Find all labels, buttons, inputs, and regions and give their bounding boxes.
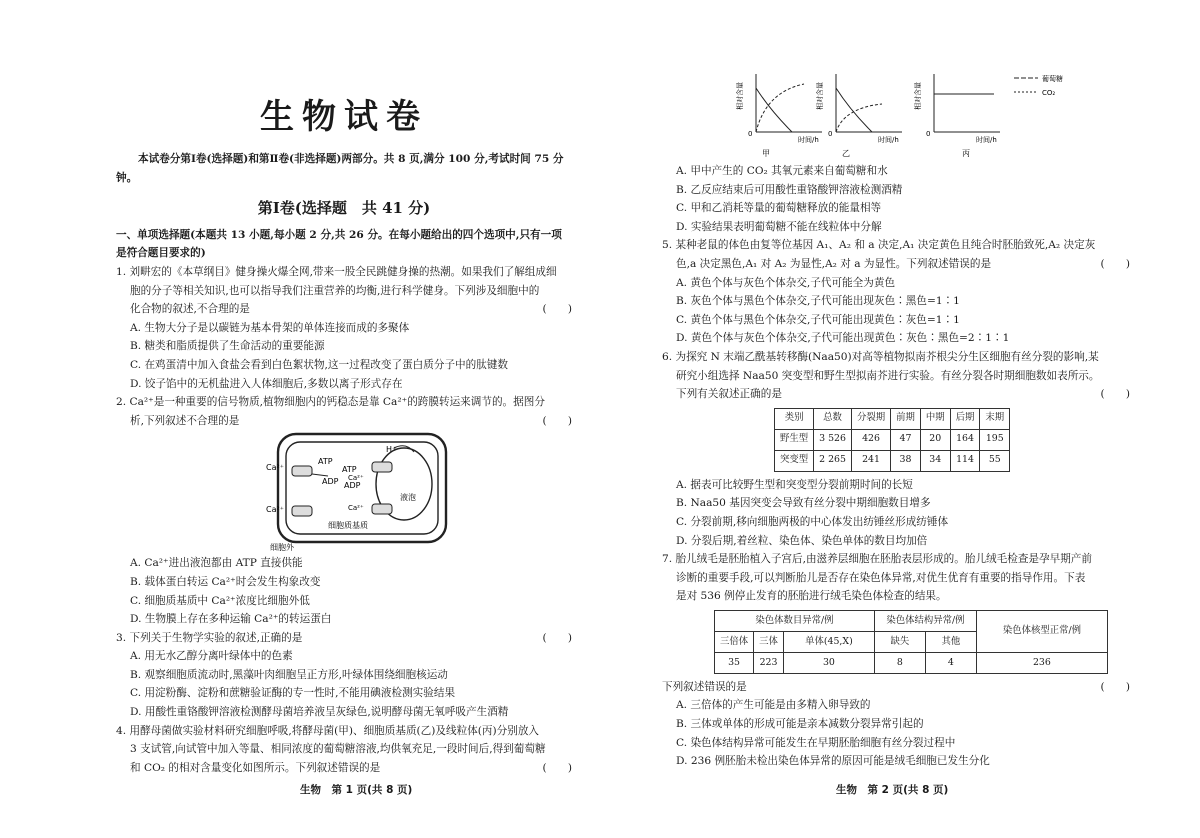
table-header: 类别 bbox=[775, 408, 814, 429]
question-line: 研究小组选择 Naa50 突变型和野生型拟南芥进行实验。有丝分裂各时期细胞数如表所示。 bbox=[676, 369, 1100, 382]
exam-intro: 本试卷分第Ⅰ卷(选择题)和第Ⅱ卷(非选择题)两部分。共 8 页,满分 100 分,考试时间 75 分钟。 bbox=[116, 153, 564, 184]
option: A. 据表可比较野生型和突变型分裂前期时间的长短 bbox=[676, 478, 913, 491]
option: B. 乙反应结束后可用酸性重铬酸钾溶液检测酒精 bbox=[676, 183, 903, 196]
question-6 bbox=[662, 348, 1130, 550]
question-line bbox=[116, 300, 572, 319]
answer-paren: ( ) bbox=[1100, 680, 1130, 693]
option: D. 用酸性重铬酸钾溶液检测酵母菌培养液呈灰绿色,说明酵母菌无氧呼吸产生酒精 bbox=[130, 706, 509, 719]
table-header: 中期 bbox=[920, 408, 950, 429]
table-cell: 35 bbox=[715, 652, 754, 673]
option: C. 分裂前期,移向细胞两极的中心体发出纺锤丝形成纺锤体 bbox=[676, 515, 949, 528]
glucose-line bbox=[836, 88, 872, 132]
option: C. 黄色个体与黑色个体杂交,子代可能出现黄色∶灰色=1∶1 bbox=[676, 313, 960, 326]
calcium-transport-diagram bbox=[116, 430, 572, 554]
exam-title: 生物试卷 bbox=[260, 97, 428, 137]
glucose-line bbox=[756, 88, 792, 132]
question-text: 色,a 决定黑色,A₁ 对 A₂ 为显性,A₂ 对 a 为显性。下列叙述错误的是 bbox=[676, 257, 992, 270]
atp-label-2: ATP bbox=[342, 465, 357, 475]
question-text: 析,下列叙述不合理的是 bbox=[130, 414, 240, 427]
option: A. 生物大分子是以碳链为基本骨架的单体连接而成的多聚体 bbox=[130, 321, 410, 334]
legend-co2: CO₂ bbox=[1042, 89, 1056, 97]
option: C. 甲和乙消耗等量的葡萄糖释放的能量相等 bbox=[676, 202, 882, 215]
table-cell: 55 bbox=[980, 450, 1010, 471]
membrane-channel bbox=[292, 506, 312, 516]
option: B. 载体蛋白转运 Ca²⁺时会发生构象改变 bbox=[130, 575, 321, 588]
option: D. 实验结果表明葡萄糖不能在线粒体中分解 bbox=[676, 220, 882, 233]
page-footer-left: 生物 第 1 页(共 8 页) bbox=[300, 784, 413, 796]
table-cell: 426 bbox=[851, 429, 890, 450]
option: C. 用淀粉酶、淀粉和蔗糖验证酶的专一性时,不能用碘液检测实验结果 bbox=[130, 687, 456, 700]
panel-label: 乙 bbox=[842, 149, 850, 158]
question-line: 2. Ca²⁺是一种重要的信号物质,植物细胞内的钙稳态是靠 Ca²⁺的跨膜转运来调节的。据图分 bbox=[116, 396, 545, 409]
table-header: 末期 bbox=[980, 408, 1010, 429]
table-cell: 3 526 bbox=[814, 429, 852, 450]
option: B. Naa50 基因突变会导致有丝分裂中期细胞数目增多 bbox=[676, 497, 931, 510]
option: D. 236 例胚胎未检出染色体异常的原因可能是绒毛细胞已发生分化 bbox=[676, 755, 990, 768]
option: A. 黄色个体与灰色个体杂交,子代可能全为黄色 bbox=[676, 276, 896, 289]
table-wrap bbox=[662, 404, 1130, 476]
table-cell: 20 bbox=[920, 429, 950, 450]
option: B. 三体或单体的形成可能是亲本减数分裂异常引起的 bbox=[676, 718, 924, 731]
question-2 bbox=[116, 393, 572, 629]
table-row bbox=[775, 429, 1010, 450]
question-line bbox=[662, 678, 1130, 697]
question-text: 化合物的叙述,不合理的是 bbox=[130, 303, 250, 316]
table-cell: 114 bbox=[950, 450, 980, 471]
vacuole-label: 液泡 bbox=[400, 493, 416, 503]
answer-paren: ( ) bbox=[542, 414, 572, 427]
panel-label: 甲 bbox=[762, 149, 770, 158]
table-header-row bbox=[775, 408, 1010, 429]
page-footer-right: 生物 第 2 页(共 8 页) bbox=[836, 784, 949, 796]
question-line: 4. 用酵母菌做实验材料研究细胞呼吸,将酵母菌(甲)、细胞质基质(乙)及线粒体(丙)分别放入 bbox=[116, 724, 540, 737]
table-header: 染色体结构异常/例 bbox=[874, 610, 976, 631]
option: A. 甲中产生的 CO₂ 其氧元素来自葡萄糖和水 bbox=[676, 165, 888, 177]
panel-jia bbox=[735, 74, 822, 158]
option: A. 用无水乙醇分离叶绿体中的色素 bbox=[130, 650, 293, 663]
table-cell: 241 bbox=[851, 450, 890, 471]
q4-graphs bbox=[712, 70, 1112, 162]
ca-label-inner: Ca²⁺ bbox=[348, 474, 364, 483]
question-text: 下列有关叙述正确的是 bbox=[676, 388, 782, 401]
table-cell: 236 bbox=[976, 652, 1107, 673]
atp-label: ATP bbox=[318, 457, 333, 467]
table-header: 后期 bbox=[950, 408, 980, 429]
cell-figure bbox=[116, 430, 572, 554]
question-line: 胞的分子等相关知识,也可以指导我们注重营养的均衡,进行科学健身。下列涉及细胞中的 bbox=[130, 284, 540, 297]
table-header: 缺失 bbox=[874, 631, 925, 652]
adp-label: ADP bbox=[322, 477, 339, 487]
question-text: 和 CO₂ 的相对含量变化如图所示。下列叙述错误的是 bbox=[130, 761, 381, 774]
question-line: 7. 胎儿绒毛是胚胎植入子宫后,由滋养层细胞在胚胎表层形成的。胎儿绒毛检查是孕早期产前 bbox=[662, 553, 1092, 566]
table-header: 三倍体 bbox=[715, 631, 754, 652]
table-cell: 195 bbox=[980, 429, 1010, 450]
question-line bbox=[116, 412, 572, 431]
table-wrap bbox=[662, 606, 1130, 678]
right-page bbox=[662, 162, 1130, 782]
answer-paren: ( ) bbox=[1100, 257, 1130, 270]
table-header: 三体 bbox=[754, 631, 784, 652]
xlabel: 时间/h bbox=[878, 136, 899, 144]
option: D. 生物膜上存在多种运输 Ca²⁺的转运蛋白 bbox=[130, 613, 332, 626]
option: A. Ca²⁺进出液泡都由 ATP 直接供能 bbox=[130, 557, 303, 570]
table-header: 染色体数目异常/例 bbox=[715, 610, 875, 631]
option: B. 灰色个体与黑色个体杂交,子代可能出现灰色∶黑色=1∶1 bbox=[676, 295, 960, 308]
table-row bbox=[715, 652, 1108, 673]
option: A. 三倍体的产生可能是由多精入卵导致的 bbox=[676, 699, 871, 712]
xlabel: 时间/h bbox=[976, 136, 997, 144]
ylabel: 相对含量 bbox=[914, 82, 922, 110]
panel-bing bbox=[913, 74, 1000, 158]
question-line: 1. 刘畊宏的《本草纲目》健身操火爆全网,带来一股全民跳健身操的热潮。如果我们了解组成细 bbox=[116, 265, 557, 278]
option: D. 分裂后期,着丝粒、染色体、染色单体的数目均加倍 bbox=[676, 534, 928, 547]
origin-label: 0 bbox=[748, 130, 753, 138]
ca-label-lower: Ca²⁺ bbox=[266, 505, 284, 515]
origin-label: 0 bbox=[926, 130, 931, 138]
q4-figure bbox=[712, 70, 1112, 166]
table-cell: 30 bbox=[783, 652, 874, 673]
question-line: 3 支试管,向试管中加入等量、相同浓度的葡萄糖溶液,均供氧充足,一段时间后,得到葡萄糖 bbox=[130, 743, 546, 756]
answer-paren: ( ) bbox=[542, 303, 572, 316]
left-page bbox=[116, 0, 572, 838]
question-line: 6. 为探究 N 末端乙酰基转移酶(Naa50)对高等植物拟南芥根尖分生区细胞有丝分裂的影响,某 bbox=[662, 350, 1099, 363]
question-line bbox=[662, 255, 1130, 274]
table-cell: 47 bbox=[891, 429, 921, 450]
question-line: 5. 某种老鼠的体色由复等位基因 A₁、A₂ 和 a 决定,A₁ 决定黄色且纯合时胚胎致死,A₂ 决定灰 bbox=[662, 239, 1096, 252]
panel-label: 丙 bbox=[962, 149, 970, 158]
question-text: 下列叙述错误的是 bbox=[662, 680, 747, 693]
ylabel: 相对含量 bbox=[816, 82, 824, 110]
ylabel: 相对含量 bbox=[736, 82, 744, 110]
section-heading: 一、单项选择题(本题共 13 小题,每小题 2 分,共 26 分。在每小题给出的四个选项中,只有一项是符合题目要求的) bbox=[116, 228, 562, 260]
chromosome-table bbox=[714, 610, 1108, 674]
option: C. 染色体结构异常可能发生在早期胚胎细胞有丝分裂过程中 bbox=[676, 736, 956, 749]
question-3 bbox=[116, 629, 572, 722]
question-5 bbox=[662, 236, 1130, 348]
vacuole-pump bbox=[372, 462, 392, 472]
matrix-label: 细胞质基质 bbox=[328, 521, 368, 531]
table-cell: 164 bbox=[950, 429, 980, 450]
table-cell: 38 bbox=[891, 450, 921, 471]
part-heading: 第Ⅰ卷(选择题 共 41 分) bbox=[257, 199, 431, 218]
question-line bbox=[662, 385, 1130, 404]
table-header: 前期 bbox=[891, 408, 921, 429]
option: B. 观察细胞质流动时,黑藻叶肉细胞呈正方形,叶绿体围绕细胞核运动 bbox=[130, 668, 448, 681]
table-header: 其他 bbox=[925, 631, 976, 652]
table-header: 染色体核型正常/例 bbox=[976, 610, 1107, 652]
table-header: 总数 bbox=[814, 408, 852, 429]
question-4 bbox=[116, 722, 572, 778]
adp-label-2: ADP bbox=[344, 481, 361, 491]
answer-paren: ( ) bbox=[542, 631, 572, 644]
table-header: 单体(45,X) bbox=[783, 631, 874, 652]
table-header: 分裂期 bbox=[851, 408, 890, 429]
question-line bbox=[116, 759, 572, 778]
table-cell: 2 265 bbox=[814, 450, 852, 471]
xlabel: 时间/h bbox=[798, 136, 819, 144]
option: C. 细胞质基质中 Ca²⁺浓度比细胞外低 bbox=[130, 594, 310, 607]
table-cell: 野生型 bbox=[775, 429, 814, 450]
table-cell: 4 bbox=[925, 652, 976, 673]
table-cell: 223 bbox=[754, 652, 784, 673]
question-1 bbox=[116, 263, 572, 393]
h-label: H⁺ bbox=[386, 445, 397, 455]
arrow bbox=[312, 474, 328, 476]
option: D. 饺子馅中的无机盐进入人体细胞后,多数以离子形式存在 bbox=[130, 377, 403, 390]
option: D. 黄色个体与灰色个体杂交,子代可能出现黄色∶灰色∶黑色=2∶1∶1 bbox=[676, 332, 1010, 345]
option: C. 在鸡蛋清中加入食盐会看到白色絮状物,这一过程改变了蛋白质分子中的肽键数 bbox=[130, 358, 509, 371]
outside-label: 细胞外 bbox=[270, 543, 294, 553]
answer-paren: ( ) bbox=[1100, 388, 1130, 401]
option: B. 糖类和脂质提供了生命活动的重要能源 bbox=[130, 340, 325, 353]
membrane-pump bbox=[292, 466, 312, 476]
question-line: 诊断的重要手段,可以判断胎儿是否存在染色体异常,对优生优育有重要的指导作用。下表 bbox=[676, 571, 1086, 584]
answer-paren: ( ) bbox=[542, 761, 572, 774]
mitosis-table bbox=[774, 408, 1010, 472]
table-header-row bbox=[715, 610, 1108, 631]
question-7 bbox=[662, 550, 1130, 771]
table-cell: 34 bbox=[920, 450, 950, 471]
question-line: 是对 536 例停止发育的胚胎进行绒毛染色体检查的结果。 bbox=[676, 590, 947, 603]
table-cell: 突变型 bbox=[775, 450, 814, 471]
question-line bbox=[116, 629, 572, 648]
question-text: 3. 下列关于生物学实验的叙述,正确的是 bbox=[116, 631, 303, 644]
legend bbox=[1014, 74, 1063, 97]
vacuole-exchanger bbox=[372, 504, 392, 514]
panel-yi bbox=[815, 74, 902, 158]
legend-glucose: 葡萄糖 bbox=[1042, 75, 1063, 83]
origin-label: 0 bbox=[828, 130, 833, 138]
table-row bbox=[775, 450, 1010, 471]
ca-label-exchange: Ca²⁺ bbox=[348, 504, 364, 513]
co2-line bbox=[756, 84, 804, 132]
ca-label-outer: Ca²⁺ bbox=[266, 463, 284, 473]
table-cell: 8 bbox=[874, 652, 925, 673]
